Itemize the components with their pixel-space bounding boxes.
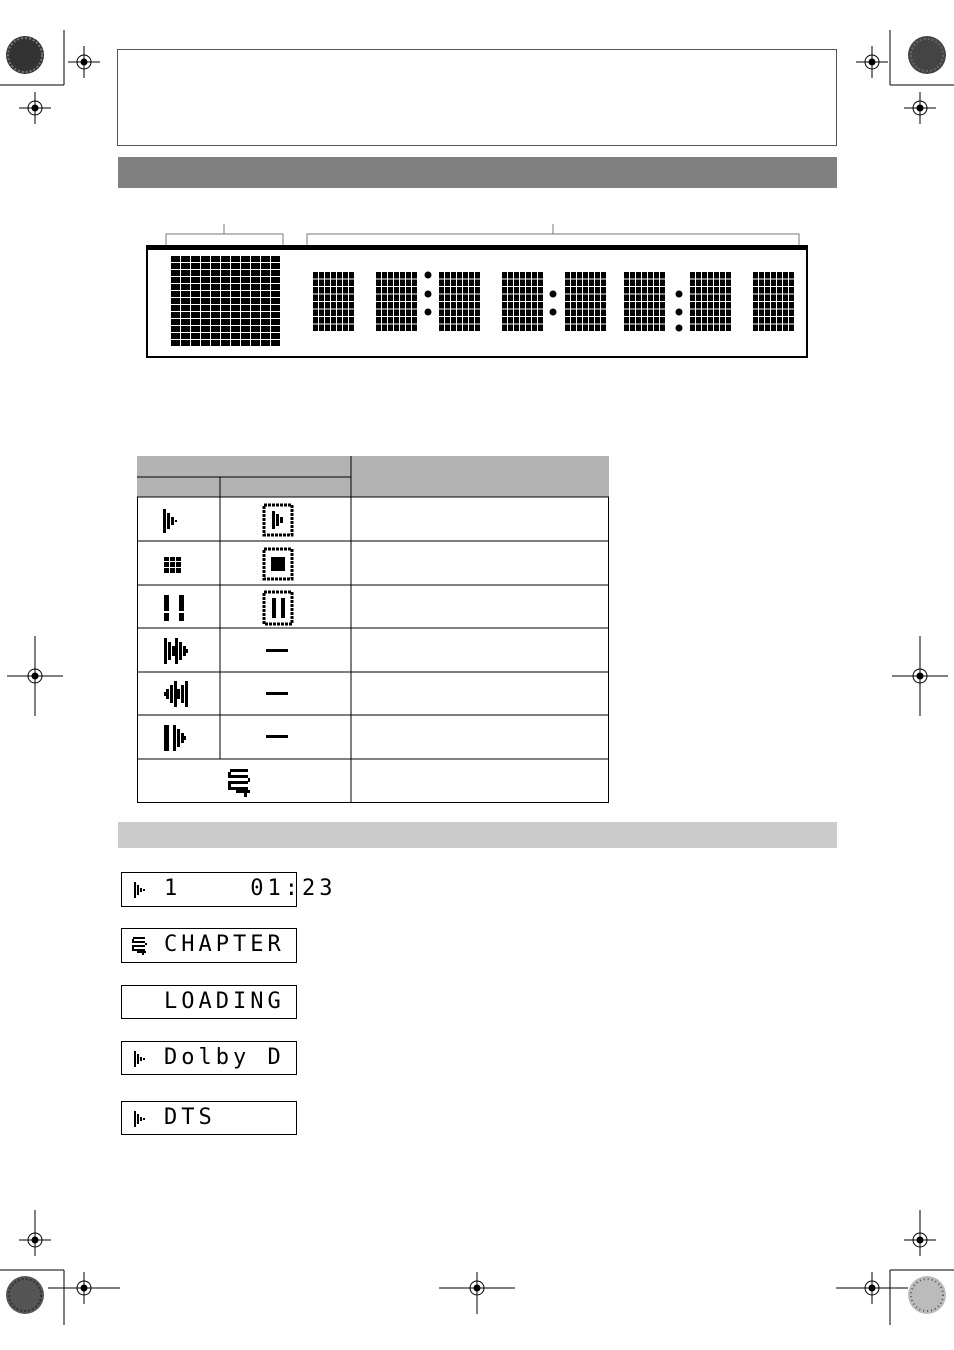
stop-in-box-icon <box>262 547 294 581</box>
colon-dot <box>676 309 683 316</box>
colon-dot <box>425 272 432 279</box>
header-frame <box>117 49 837 146</box>
example-display-text: DTS <box>164 1105 216 1130</box>
example-display-text: Dolby D <box>164 1045 285 1070</box>
section-bar <box>118 157 837 188</box>
rosette-mark-top-left <box>6 36 44 74</box>
colon-dot <box>425 291 432 298</box>
dash-icon <box>266 692 290 696</box>
pause-icon <box>162 593 188 623</box>
rosette-mark-bottom-right <box>908 1276 946 1314</box>
fast-reverse-icon <box>162 679 190 709</box>
example-display <box>121 1101 297 1135</box>
pause-in-box-icon <box>262 590 294 626</box>
colon-dot <box>676 291 683 298</box>
slow-forward-icon <box>162 723 190 753</box>
sub-section-bar <box>118 822 837 848</box>
rosette-mark-top-right <box>908 36 946 74</box>
play-icon <box>133 881 147 899</box>
rosette-mark-bottom-left <box>6 1276 44 1314</box>
play-icon <box>133 1050 147 1068</box>
stop-icon <box>162 555 186 575</box>
colon-dot <box>550 291 557 298</box>
colon-dot <box>676 325 683 332</box>
dash-icon <box>266 735 290 739</box>
repeat-icon <box>224 767 254 799</box>
example-display <box>121 928 297 963</box>
example-display <box>121 1041 297 1075</box>
play-icon <box>161 507 185 535</box>
dash-icon <box>266 649 290 653</box>
front-panel-display-diagram <box>0 222 954 362</box>
status-icon-table <box>137 456 609 803</box>
example-display <box>121 872 337 907</box>
repeat-icon <box>130 936 148 956</box>
example-display-text: CHAPTER <box>164 932 285 957</box>
play-in-box-icon <box>262 503 294 537</box>
table-grid <box>137 456 609 803</box>
fast-forward-icon <box>162 636 190 666</box>
play-icon <box>133 1110 147 1128</box>
example-display-text: 1 01:23 <box>164 876 337 901</box>
example-display-text: LOADING <box>164 989 285 1014</box>
colon-dot <box>550 309 557 316</box>
colon-dot <box>425 309 432 316</box>
example-display <box>121 985 297 1019</box>
